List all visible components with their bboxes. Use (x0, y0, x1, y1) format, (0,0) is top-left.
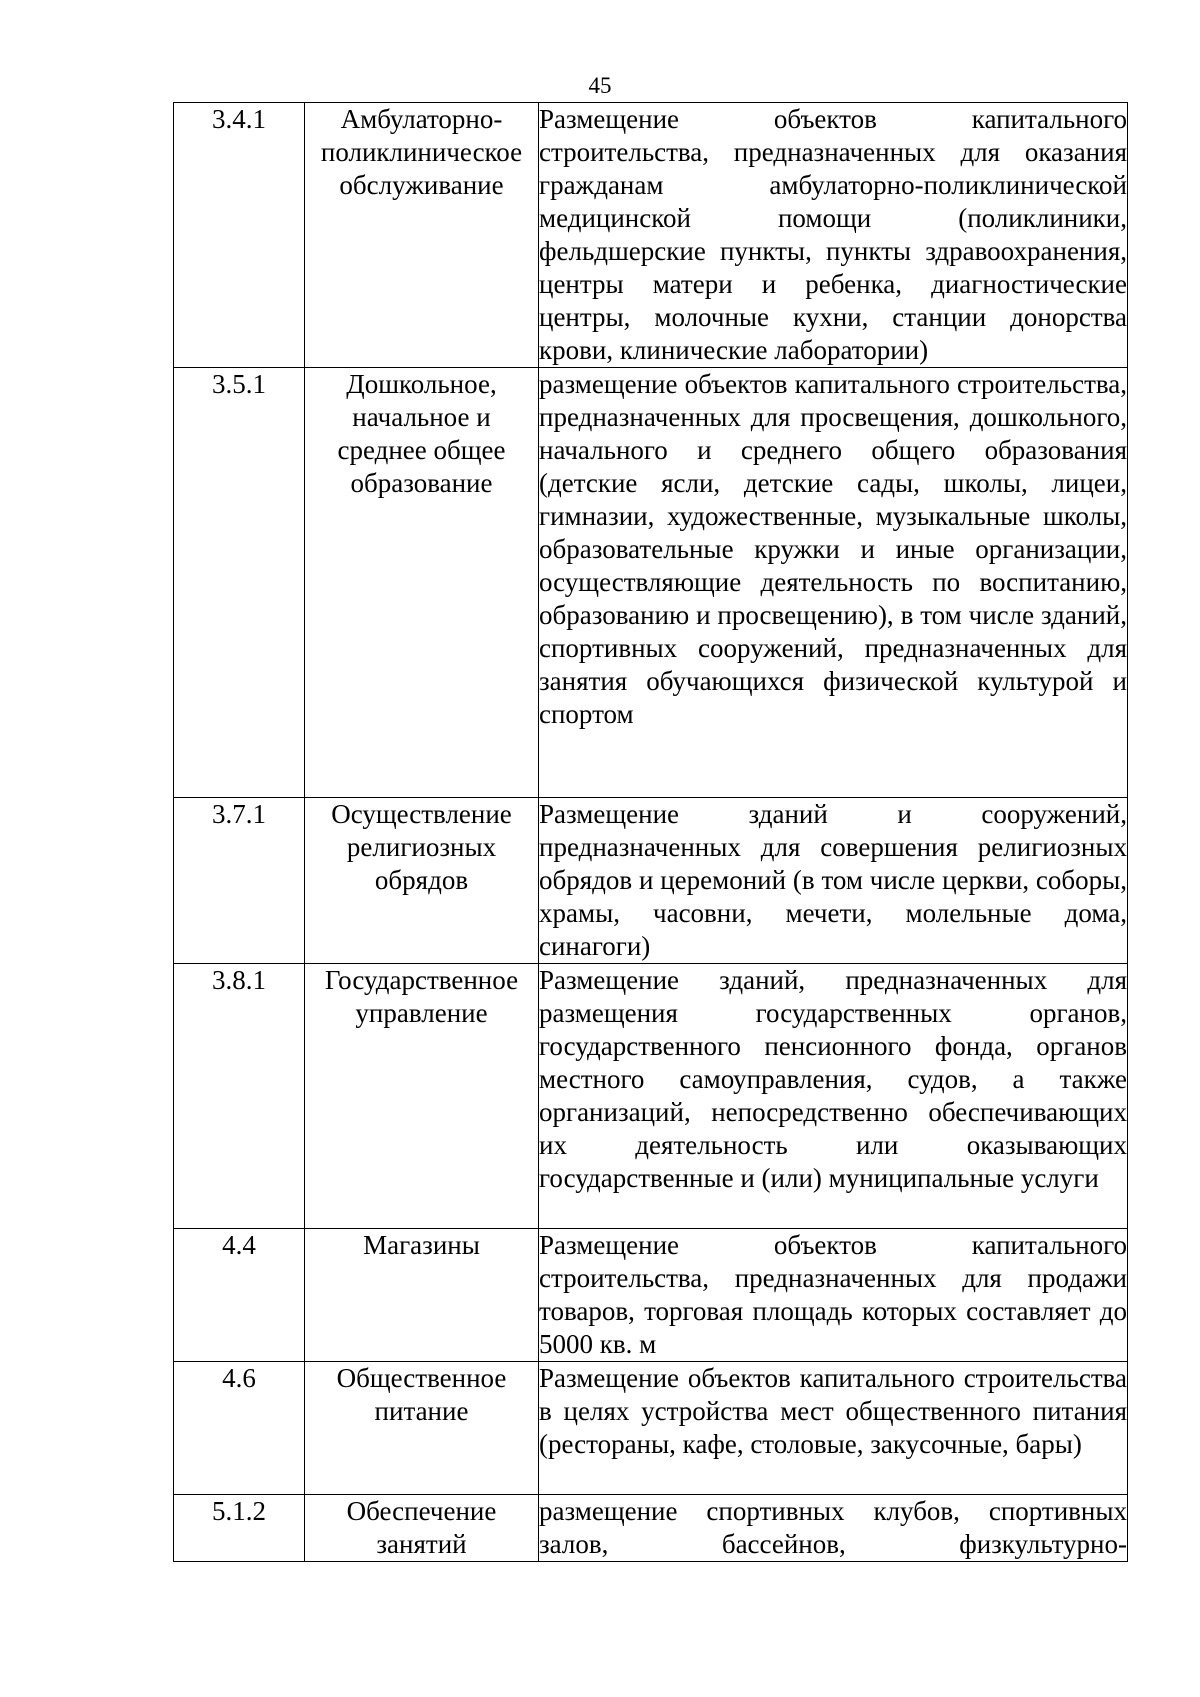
table-row (174, 1362, 1128, 1495)
table-row (174, 1495, 1128, 1562)
row-code: 3.8.1 (174, 964, 305, 1229)
row-name: Магазины (305, 1229, 539, 1362)
row-description (539, 1362, 1128, 1495)
row-name: Дошкольное, начальное и среднее общее образование (305, 368, 539, 798)
row-description-text: Размещение объектов капитального строительства, предназначенных для продажи товаров, торговая площадь которых составляет до 5000 кв. м (539, 1230, 1127, 1359)
land-use-table (173, 102, 1128, 1562)
row-description-text: Размещение объектов капитального строительства в целях устройства мест общественного питания (рестораны, кафе, столовые, закусочные, бары) (539, 1363, 1127, 1459)
row-code: 3.5.1 (174, 368, 305, 798)
row-code: 4.4 (174, 1229, 305, 1362)
table-row (174, 1229, 1128, 1362)
row-description (539, 964, 1128, 1229)
table-row (174, 798, 1128, 964)
row-code: 3.4.1 (174, 103, 305, 368)
row-name: Общественное питание (305, 1362, 539, 1495)
row-name: Государственное управление (305, 964, 539, 1229)
row-description (539, 1495, 1128, 1562)
row-description-text: Размещение объектов капитального строительства, предназначенных для оказания гражданам амбулаторно-поликлинической медицинской помощи (поликлиники, фельдшерские пункты, пункты здравоохранения, центры матери и ребенка, диагностические центры, молочные кухни, станции донорства крови, клинические лаборатории) (539, 104, 1127, 365)
row-description-text: размещение спортивных клубов, спортивных залов, бассейнов, физкультурно- (539, 1496, 1127, 1559)
row-description (539, 103, 1128, 368)
row-description (539, 1229, 1128, 1362)
page-number: 45 (588, 73, 612, 98)
row-description-text: Размещение зданий и сооружений, предназначенных для совершения религиозных обрядов и церемоний (в том числе церкви, соборы, храмы, часовни, мечети, молельные дома, синагоги) (539, 799, 1127, 961)
table-row (174, 103, 1128, 368)
row-description-text: Размещение зданий, предназначенных для размещения государственных органов, государственного пенсионного фонда, органов местного самоуправления, судов, а также организаций, непосредственно обеспечивающих их деятельность или оказывающих государственные и (или) муниципальные услуги (539, 965, 1127, 1193)
row-name: Обеспечение занятий (305, 1495, 539, 1562)
row-description-text: размещение объектов капитального строительства, предназначенных для просвещения, дошкольного, начального и среднего общего образования (детские ясли, детские сады, школы, лицеи, гимназии, художественные, музыкальные школы, образовательные кружки и иные организации, осуществляющие деятельность по воспитанию, образованию и просвещению), в том числе зданий, спортивных сооружений, предназначенных для занятия обучающихся физической культурой и спортом (539, 369, 1127, 729)
row-code: 5.1.2 (174, 1495, 305, 1562)
row-description (539, 368, 1128, 798)
table-row (174, 368, 1128, 798)
row-code: 3.7.1 (174, 798, 305, 964)
row-name: Осуществление религиозных обрядов (305, 798, 539, 964)
row-name: Амбулаторно-поликлиническое обслуживание (305, 103, 539, 368)
row-description (539, 798, 1128, 964)
table-row (174, 964, 1128, 1229)
row-code: 4.6 (174, 1362, 305, 1495)
